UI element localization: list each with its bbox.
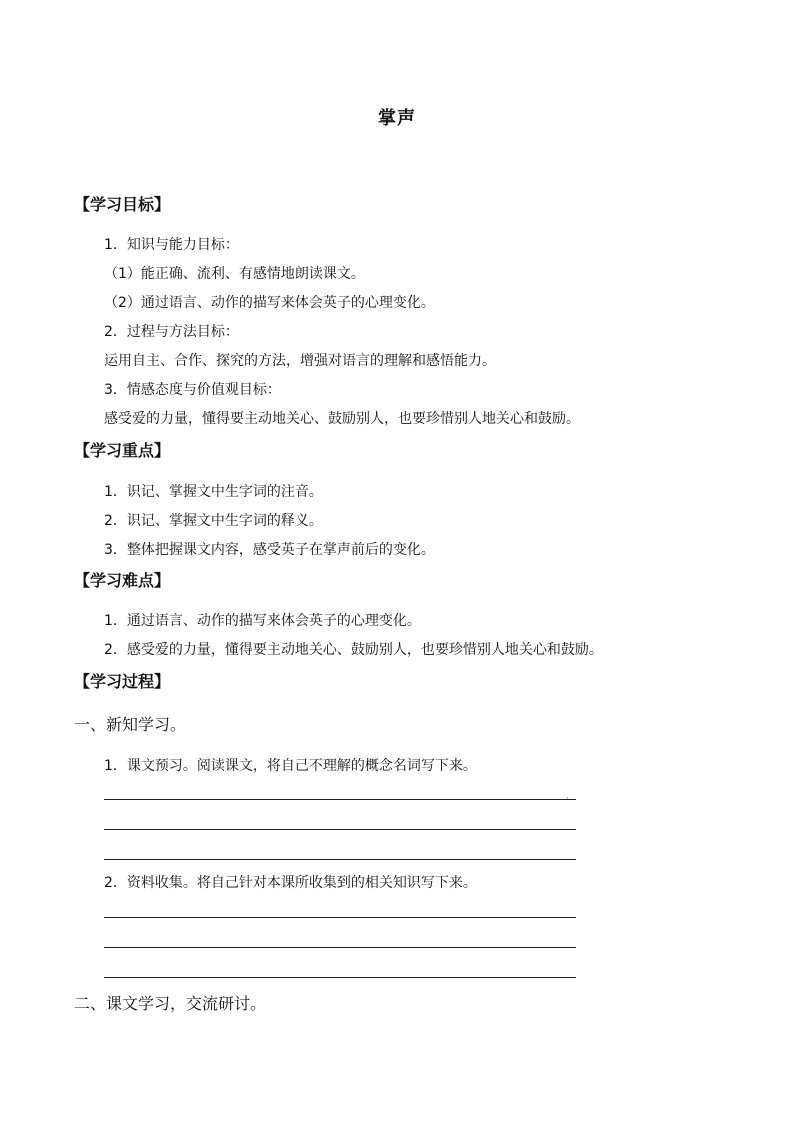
key-points-heading: 【学习重点】 [74,441,171,460]
objective-item: 2．过程与方法目标： [104,324,239,340]
objective-item: 感受爱的力量，懂得要主动地关心、鼓励别人，也要珍惜别人地关心和鼓励。 [104,411,580,427]
objective-item: 3．情感态度与价值观目标： [104,382,281,398]
answer-line[interactable] [104,859,576,860]
key-point-item: 1．识记、掌握文中生字词的注音。 [104,484,323,500]
line-end-mark: , [566,791,569,800]
objectives-heading: 【学习目标】 [74,195,171,214]
objective-item: （2）通过语言、动作的描写来体会英子的心理变化。 [104,295,435,311]
answer-line[interactable] [104,799,576,800]
answer-line[interactable] [104,947,576,948]
answer-line[interactable] [104,977,576,978]
objective-item: 1．知识与能力目标： [104,237,239,253]
task2-text: 2．资料收集。将自己针对本课所收集到的相关知识写下来。 [104,875,477,891]
part2-title: 二、课文学习，交流研讨。 [74,994,267,1013]
difficulty-item: 1．通过语言、动作的描写来体会英子的心理变化。 [104,613,421,629]
key-point-item: 3．整体把握课文内容，感受英子在掌声前后的变化。 [104,542,435,558]
difficulties-heading: 【学习难点】 [74,571,171,590]
answer-line[interactable] [104,917,576,918]
process-heading: 【学习过程】 [74,672,171,691]
difficulty-item: 2．感受爱的力量，懂得要主动地关心、鼓励别人，也要珍惜别人地关心和鼓励。 [104,642,603,658]
task1-text: 1．课文预习。阅读课文，将自己不理解的概念名词写下来。 [104,758,477,774]
key-point-item: 2．识记、掌握文中生字词的释义。 [104,513,323,529]
part1-title: 一、新知学习。 [74,715,187,734]
answer-line[interactable] [104,829,576,830]
objective-item: 运用自主、合作、探究的方法，增强对语言的理解和感悟能力。 [104,353,496,369]
page-title: 掌声 [378,108,416,129]
objective-item: （1）能正确、流利、有感情地朗读课文。 [104,266,365,282]
